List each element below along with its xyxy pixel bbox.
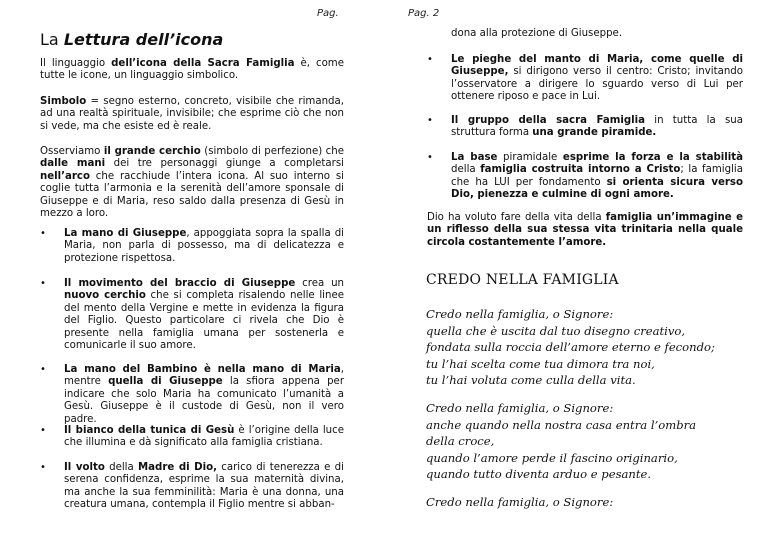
bullet-icon: • [427,115,433,126]
page-header-left: Pag. [317,8,339,19]
poem-stanza: Credo nella famiglia, o Signore: quella che è uscita dal tuo disegno creativo, fondata sulla roccia dell’amore eterno e fecondo; tu l’hai scelta come tua dimora tra noi, tu l’hai voluta come culla della vita. [426,307,715,388]
page-header-right: Pag. 2 [408,8,440,19]
bullet-icon: • [40,425,46,436]
bullet-icon: • [40,364,46,375]
circle-paragraph: Osserviamo il grande cerchio (simbolo di perfezione) che dalle mani dei tre personaggi giunge a completarsi nell’arco che racchiude l’intera icona. Al suo interno si coglie tutta l’armonia e la serenità dell’amore sponsale di Giuseppe e di Maria, reso saldo dalla presenza di Gesù in mezzo a loro. [40,146,344,220]
bullet-icon: • [427,54,433,65]
symbol-definition: Simbolo = segno esterno, concreto, visibile che rimanda, ad una realtà spirituale, invisibile; che esprime ciò che non si vede, ma che esiste ed è reale. [40,96,344,132]
continued-text: dona alla protezione di Giuseppe. [451,28,623,39]
trinity-paragraph: Dio ha voluto fare della vita della famiglia un’immagine e un riflesso della sua stessa vita trinitaria nella quale circola costantemente l’amore. [427,212,743,248]
left-page: Pag. La Lettura dell’icona Il linguaggio dell’icona della Sacra Famiglia è, come tutte le icone, un linguaggio simbolico. Simbolo = segno esterno, concreto, visibile che rimanda, ad una realtà spirituale, invisibile; che esprime ciò che non si vede, ma che esiste ed è reale. Osserviamo il grande cerchio (simbolo di perfezione) che dalle mani dei tre personaggi giunge a completarsi nell’arco che racchiude l’intera icona. Al suo interno si coglie tutta l’armonia e la serenità dell’amore sponsale di Giuseppe e di Maria, reso saldo dalla presenza di Gesù in mezzo a loro. • La mano di Giuseppe, appoggiata sopra la spalla di Maria, non parla di possesso, ma di delicatezza e protezione rispettosa. • Il movimento del braccio di Giuseppe crea un nuovo cerchio che si completa risalendo nelle linee del mento della Vergine e mette in evidenza la figura del Figlio. Questo particolare ci rivela che Dio è presente nella famiglia umana per sostenerla e comunicarle il suo amore. • La mano del Bambino è nella mano di Maria, mentre quella di Giuseppe la sfiora appena per indicare che solo Maria ha comunicato l’umanità a Gesù. Giuseppe è il custode di Gesù, non il vero padre. • Il bianco della tunica di Gesù è l’origine della luce che illumina e dà significato alla famiglia cristiana. • Il volto della Madre di Dio, carico di tenerezza e di serena confidenza, esprime la sua maternità divina, ma anche la sua femminilità: Maria è una donna, una creatura umana, contempla il Figlio mentre si abban- [40,8,345,511]
bullet-icon: • [40,228,46,239]
page-title [40,30,223,49]
intro-paragraph: Il linguaggio dell’icona della Sacra Famiglia è, come tutte le icone, un linguaggio simbolico. [40,58,344,82]
poem-stanza: Credo nella famiglia, o Signore: [426,495,614,509]
bullet-icon: • [40,462,46,473]
poem-title: CREDO NELLA FAMIGLIA [426,272,619,288]
title-emphasis: Lettura dell’icona [63,30,224,49]
title-prefix: La [40,30,59,49]
bullet-icon: • [427,152,433,163]
poem-stanza: Credo nella famiglia, o Signore: anche quando nella nostra casa entra l’ombra della croce, quando l’amore perde il fascino originario, quando tutto diventa arduo e pesante. [426,401,697,482]
bullet-icon: • [40,278,46,289]
right-page: Pag. 2 dona alla protezione di Giuseppe. • Le pieghe del manto di Maria, come quelle di Giuseppe, si dirigono verso il centro: Cristo; invitando l’osservatore a dirigere lo sguardo verso di Lui per ottenere riposo e pace in Lui. • Il gruppo della sacra Famiglia in tutta la sua struttura forma una grande piramide. • La base piramidale esprime la forza e la stabilità della famiglia costruita intorno a Cristo; la famiglia che ha LUI per fondamento si orienta sicura verso Dio, pienezza e culmine di ogni amore. Dio ha voluto fare della vita della famiglia un’immagine e un riflesso della sua stessa vita trinitaria nella quale circola costantemente l’amore. CREDO NELLA FAMIGLIA Credo nella famiglia, o Signore: quella che è uscita dal tuo disegno creativo, fondata sulla roccia dell’amore eterno e fecondo; tu l’hai scelta come tua dimora tra noi, tu l’hai voluta come culla della vita. Credo nella famiglia, o Signore: anche quando nella nostra casa entra l’ombra della croce, quando l’amore perde il fascino originario, quando tutto diventa arduo e pesante. Credo nella famiglia, o Signore: [384,0,768,543]
